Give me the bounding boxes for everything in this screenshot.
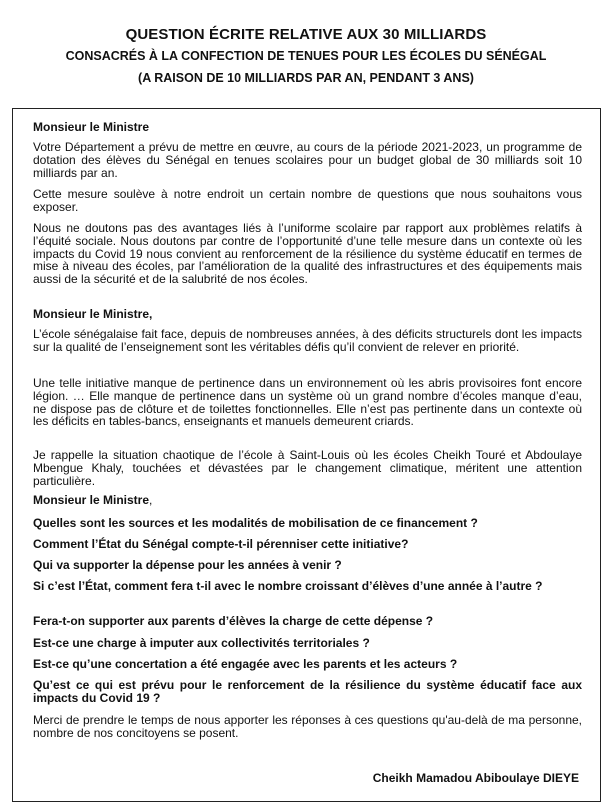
question-6: Est-ce une charge à imputer aux collectivités territoriales ? <box>33 636 370 650</box>
paragraph-1: Votre Département a prévu de mettre en œuvre, au cours de la période 2021-2023, un programme de dotation des élèves du Sénégal en tenues scolaires pour un budget global de 30 milliards soit 10 milliards par an. <box>33 140 582 180</box>
salutation-comma: , <box>149 493 153 507</box>
salutation-text: Monsieur le Ministre, <box>33 307 153 321</box>
question-8: Qu’est ce qui est prévu pour le renforcement de la résilience du système éducatif face aux impacts du Covid 19 ? <box>33 678 582 705</box>
document-subtitle: CONSACRÉS À LA CONFECTION DE TENUES POUR LES ÉCOLES DU SÉNÉGAL <box>65 49 547 63</box>
paragraph-2: Cette mesure soulève à notre endroit un certain nombre de questions que nous souhaitons vous exposer. <box>33 187 582 214</box>
salutation: Monsieur le Ministre <box>33 120 150 134</box>
question-7: Est-ce qu’une concertation a été engagée avec les parents et les acteurs ? <box>33 657 458 671</box>
closing-paragraph: Merci de prendre le temps de nous apporter les réponses à ces questions qu'au-delà de ma personne, nombre de nos concitoyens se posent. <box>33 713 582 740</box>
salutation <box>33 494 582 507</box>
question-4: Si c’est l’État, comment fera t-il avec le nombre croissant d’élèves d’une année à l’autre ? <box>33 579 543 593</box>
salutation <box>33 308 582 321</box>
salutation-text: Monsieur le Ministre <box>33 493 150 507</box>
question-5: Fera-t-on supporter aux parents d’élèves la charge de cette dépense ? <box>33 614 434 628</box>
paragraph-5: Une telle initiative manque de pertinence dans un environnement où les abris provisoires font encore légion. … Elle manque de pertinence dans un système où un grand nombre d’écoles manque d’eau, ne dispose pas de clôture et de toilettes fonctionnelles. Elle n’est pas pertinente dans un contexte où les déficits en tables-bancs, enseignants et manuels demeurent criards. <box>33 376 582 429</box>
paragraph-4: L’école sénégalaise fait face, depuis de nombreuses années, à des déficits structurels dont les impacts sur la qualité de l’enseignement sont les véritables défis qu’il convient de relever en priorité. <box>33 327 582 354</box>
question-3: Qui va supporter la dépense pour les années à venir ? <box>33 558 342 572</box>
document-subtitle-note: (A RAISON DE 10 MILLIARDS PAR AN, PENDANT 3 ANS) <box>138 71 474 85</box>
document-title: QUESTION ÉCRITE RELATIVE AUX 30 MILLIARDS <box>125 26 487 43</box>
paragraph-6: Je rappelle la situation chaotique de l’école à Saint-Louis où les écoles Cheikh Touré et Abdoulaye Mbengue Khaly, touchées et dévastées par le changement climatique, méritent une attention particulière. <box>33 448 582 488</box>
question-2: Comment l’État du Sénégal compte-t-il pérenniser cette initiative? <box>33 537 409 551</box>
signature: Cheikh Mamadou Abiboulaye DIEYE <box>372 771 579 785</box>
paragraph-3: Nous ne doutons pas des avantages liés à l’uniforme scolaire par rapport aux problèmes relatifs à l’équité sociale. Nous doutons par contre de l’opportunité d’une telle mesure dans un contexte où les impacts du Covid 19 nous convient au renforcement de la résilience du système éducatif en termes de mise à niveau des écoles, par l’amélioration de la qualité des infrastructures et des équipements mais aussi de la sécurité et de la salubrité de nos écoles. <box>33 221 582 287</box>
question-1: Quelles sont les sources et les modalités de mobilisation de ce financement ? <box>33 516 478 530</box>
